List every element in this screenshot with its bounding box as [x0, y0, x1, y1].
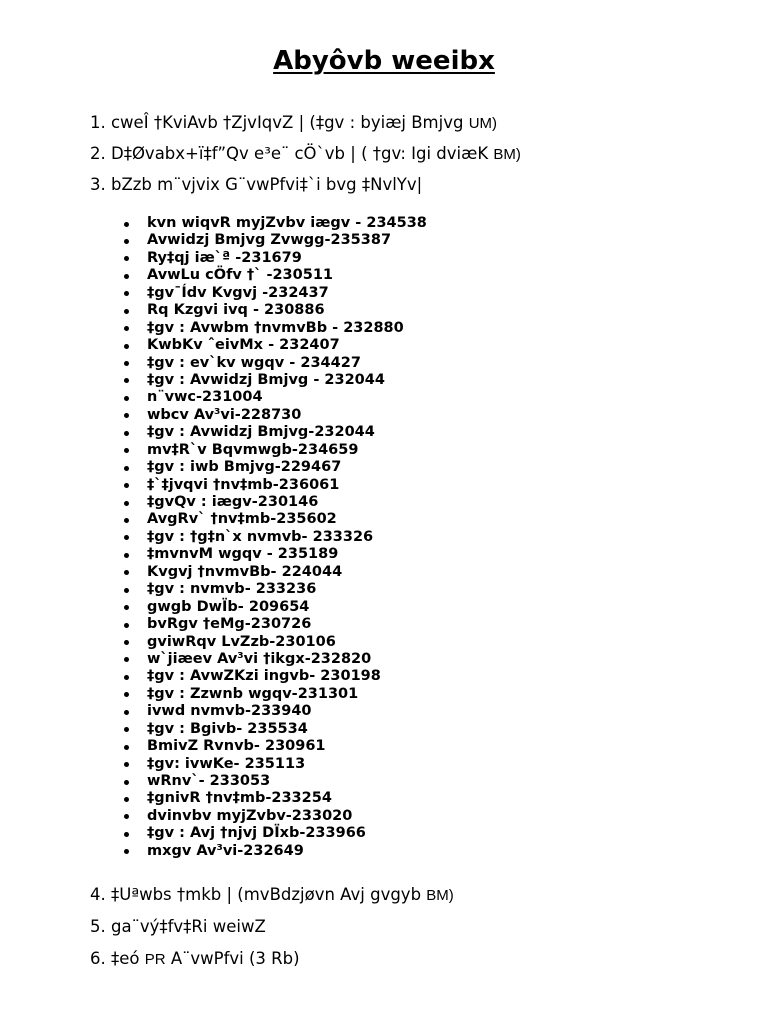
list-item: ‡gvQv : iægv-230146 [124, 494, 427, 511]
list-item: ‡gv : †g‡n`x nvmvb- 233326 [124, 529, 427, 546]
list-item: ‡gnivR †nv‡mb-233254 [124, 790, 427, 807]
list-item: ‡gv: ivwKe- 235113 [124, 756, 427, 773]
agenda-item-5: 5. ga¨vý‡fv‡Ri weiwZ [90, 917, 266, 936]
agenda-item-6: 6. ‡eó PR A¨vwPfvi (3 Rb) [90, 949, 300, 968]
list-item: dvinvbv myjZvbv-233020 [124, 808, 427, 825]
list-item: ‡gv : ev`kv wgqv - 234427 [124, 355, 427, 372]
list-item: w`jiæev Av³vi †ikgx-232820 [124, 651, 427, 668]
list-item: ‡gv : Bgivb- 235534 [124, 721, 427, 738]
list-item: mv‡R`v Bqvmwgb-234659 [124, 442, 427, 459]
list-item: bvRgv †eMg-230726 [124, 616, 427, 633]
agenda-list-top [90, 110, 521, 203]
list-item: KwbKv ˆeivMx - 232407 [124, 337, 427, 354]
list-item: Ry‡qj iæ`ª -231679 [124, 250, 427, 267]
list-item: ‡gv : Avwbm †nvmvBb - 232880 [124, 320, 427, 337]
list-item: ivwd nvmvb-233940 [124, 703, 427, 720]
list-item: n¨vwc-231004 [124, 389, 427, 406]
agenda-list-bottom [90, 881, 454, 977]
list-item: ‡gv : Avwidzj Bmjvg - 232044 [124, 372, 427, 389]
list-item: ‡gv : Zzwnb wgqv-231301 [124, 686, 427, 703]
list-item: gwgb DwÏb- 209654 [124, 599, 427, 616]
agenda-item-2: 2. D‡Øvabx+ï‡f”Qv e³e¨ cÖ`vb | ( †gv: Igi dviæK BM) [90, 144, 521, 163]
agenda-item-4: 4. ‡Uªwbs †mkb | (mvBdzjøvn Avj gvgyb BM) [90, 885, 454, 904]
document-title [0, 46, 768, 76]
list-item: wbcv Av³vi-228730 [124, 407, 427, 424]
list-item: kvn wiqvR myjZvbv iægv - 234538 [124, 215, 427, 232]
list-item: ‡gv : Avwidzj Bmjvg-232044 [124, 424, 427, 441]
list-item: Rq Kzgvi ivq - 230886 [124, 302, 427, 319]
list-item: ‡gv : iwb Bmjvg-229467 [124, 459, 427, 476]
document-title-text: Abyôvb weeibx [273, 46, 495, 76]
list-item: AvgRv` †nv‡mb-235602 [124, 511, 427, 528]
list-item: ‡gv : AvwZKzi ingvb- 230198 [124, 668, 427, 685]
list-item: wRnv`- 233053 [124, 773, 427, 790]
list-item: Kvgvj †nvmvBb- 224044 [124, 564, 427, 581]
list-item: ‡gv : Avj †njvj DÏxb-233966 [124, 825, 427, 842]
list-item: BmivZ Rvnvb- 230961 [124, 738, 427, 755]
list-item: ‡gv : nvmvb- 233236 [124, 581, 427, 598]
list-item: AvwLu cÖfv †` -230511 [124, 267, 427, 284]
list-item: Avwidzj Bmjvg Zvwgg-235387 [124, 232, 427, 249]
agenda-item-1: 1. cweÎ †KviAvb †ZjvIqvZ | (‡gv : byiæj Bmjvg UM) [90, 113, 498, 132]
agenda-item-3: 3. bZzb m¨vjvix G¨vwPfvi‡`i bvg ‡NvlYv| [90, 175, 423, 194]
list-item: ‡gv¯Ídv Kvgvj -232437 [124, 285, 427, 302]
list-item: gviwRqv LvZzb-230106 [124, 634, 427, 651]
list-item: ‡`‡jvqvi †nv‡mb-236061 [124, 477, 427, 494]
list-item: mxgv Av³vi-232649 [124, 843, 427, 860]
list-item: ‡mvnvM wgqv - 235189 [124, 546, 427, 563]
achiever-list [124, 215, 427, 860]
